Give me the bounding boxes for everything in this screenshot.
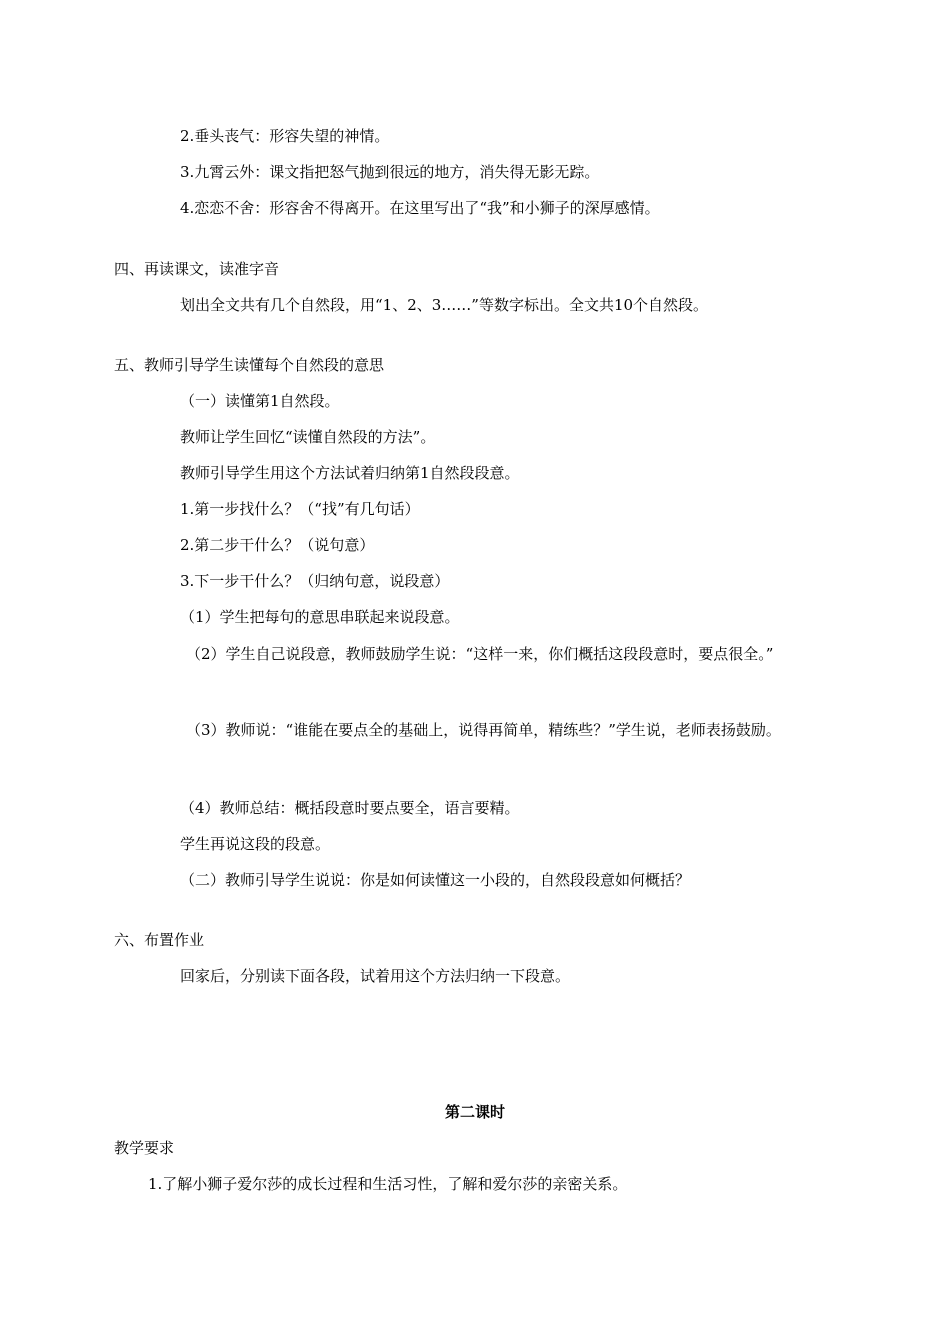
section-5-step2: 2.第二步干什么？（说句意） <box>180 536 375 554</box>
section-5-n1: （1）学生把每句的意思串联起来说段意。 <box>180 608 460 626</box>
lesson-2-requirement-1: 1.了解小狮子爱尔莎的成长过程和生活习性，了解和爱尔莎的亲密关系。 <box>148 1175 628 1193</box>
section-5-sub2: （二）教师引导学生说说：你是如何读懂这一小段的，自然段段意如何概括？ <box>180 871 691 889</box>
section-5-sub1: （一）读懂第1自然段。 <box>180 392 340 410</box>
section-5-heading: 五、教师引导学生读懂每个自然段的意思 <box>114 356 385 374</box>
lesson-2-requirements-heading: 教学要求 <box>114 1139 175 1157</box>
vocab-item-3: 3.九霄云外：课文指把怒气抛到很远的地方，消失得无影无踪。 <box>180 163 600 181</box>
section-4-body: 划出全文共有几个自然段，用“1、2、3……”等数字标出。全文共10个自然段。 <box>180 296 709 314</box>
section-4-heading: 四、再读课文，读准字音 <box>114 260 280 278</box>
section-5-p1: 教师让学生回忆“读懂自然段的方法”。 <box>180 428 436 446</box>
section-5-n2: （2）学生自己说段意，教师鼓励学生说：“这样一来，你们概括这段段意时，要点很全。” <box>186 645 774 663</box>
section-5-step1: 1.第一步找什么？（“找”有几句话） <box>180 500 420 518</box>
section-5-n4: （4）教师总结：概括段意时要点要全，语言要精。 <box>180 799 520 817</box>
vocab-item-2: 2.垂头丧气：形容失望的神情。 <box>180 127 390 145</box>
section-5-p2: 教师引导学生用这个方法试着归纳第1自然段段意。 <box>180 464 520 482</box>
section-5-p3: 学生再说这段的段意。 <box>180 835 331 853</box>
section-6-heading: 六、布置作业 <box>114 931 205 949</box>
section-5-n3: （3）教师说：“谁能在要点全的基础上，说得再简单，精练些？”学生说，老师表扬鼓励。 <box>186 721 781 739</box>
lesson-2-title: 第二课时 <box>444 1103 505 1121</box>
section-6-body: 回家后，分别读下面各段，试着用这个方法归纳一下段意。 <box>180 967 571 985</box>
vocab-item-4: 4.恋恋不舍：形容舍不得离开。在这里写出了“我”和小狮子的深厚感情。 <box>180 199 660 217</box>
section-5-step3: 3.下一步干什么？（归纳句意，说段意） <box>180 572 450 590</box>
